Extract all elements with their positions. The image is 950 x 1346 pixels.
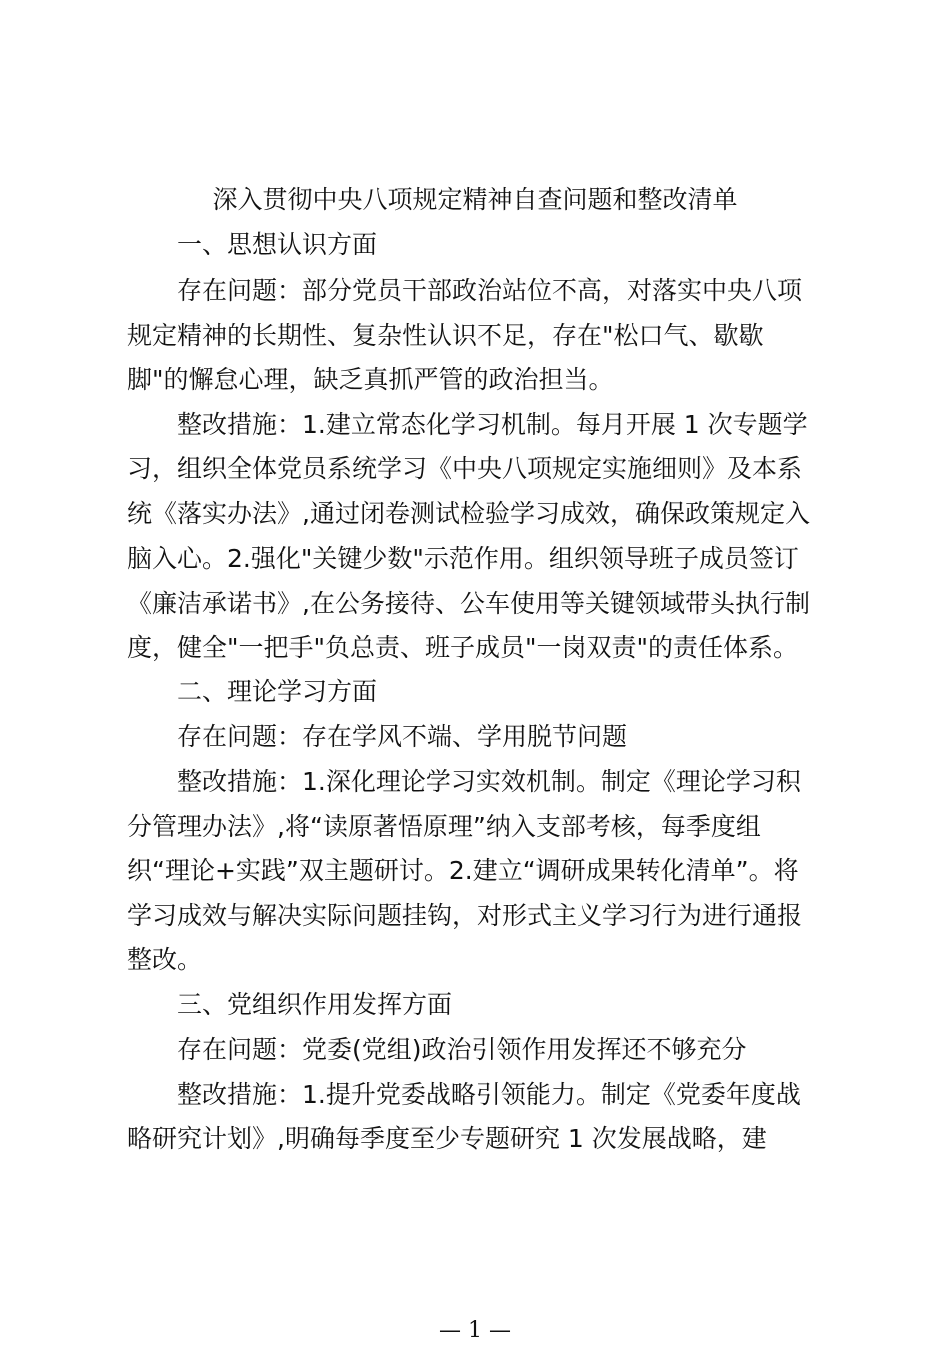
section-heading-3: 三、党组织作用发挥方面 xyxy=(127,990,453,1019)
section-heading-1: 一、思想认识方面 xyxy=(127,230,378,259)
body-line: 存在问题：存在学风不端、学用脱节问题 xyxy=(127,722,628,751)
body-line: 脚"的懈怠心理，缺乏真抓严管的政治担当。 xyxy=(127,365,614,394)
body-line: 分管理办法》,将“读原著悟原理”纳入支部考核，每季度组 xyxy=(127,812,761,841)
body-line: 习，组织全体党员系统学习《中央八项规定实施细则》及本系 xyxy=(127,454,803,483)
body-line: 学习成效与解决实际问题挂钩，对形式主义学习行为进行通报 xyxy=(127,901,803,930)
document-title: 深入贯彻中央八项规定精神自查问题和整改清单 xyxy=(212,185,738,214)
body-line: 统《落实办法》,通过闭卷测试检验学习成效，确保政策规定入 xyxy=(127,499,810,528)
body-line: 整改措施：1.深化理论学习实效机制。制定《理论学习积 xyxy=(127,767,801,796)
body-line: 整改措施：1.提升党委战略引领能力。制定《党委年度战 xyxy=(127,1080,801,1109)
body-line: 整改措施：1.建立常态化学习机制。每月开展 1 次专题学 xyxy=(127,410,808,439)
body-line: 规定精神的长期性、复杂性认识不足，存在"松口气、歇歇 xyxy=(127,321,764,350)
body-line: 略研究计划》,明确每季度至少专题研究 1 次发展战略，建 xyxy=(127,1124,767,1153)
page-number: — 1 — xyxy=(439,1318,511,1343)
body-line: 存在问题：部分党员干部政治站位不高，对落实中央八项 xyxy=(127,276,803,305)
body-line: 存在问题：党委(党组)政治引领作用发挥还不够充分 xyxy=(127,1035,747,1064)
body-line: 《廉洁承诺书》,在公务接待、公车使用等关键领域带头执行制 xyxy=(127,589,810,618)
body-line: 度，健全"一把手"负总责、班子成员"一岗双责"的责任体系。 xyxy=(127,633,798,662)
body-line: 脑入心。2.强化"关键少数"示范作用。组织领导班子成员签订 xyxy=(127,544,799,573)
section-heading-2: 二、理论学习方面 xyxy=(127,677,378,706)
body-line: 织“理论+实践”双主题研讨。2.建立“调研成果转化清单”。将 xyxy=(127,856,799,885)
body-line: 整改。 xyxy=(127,945,203,974)
